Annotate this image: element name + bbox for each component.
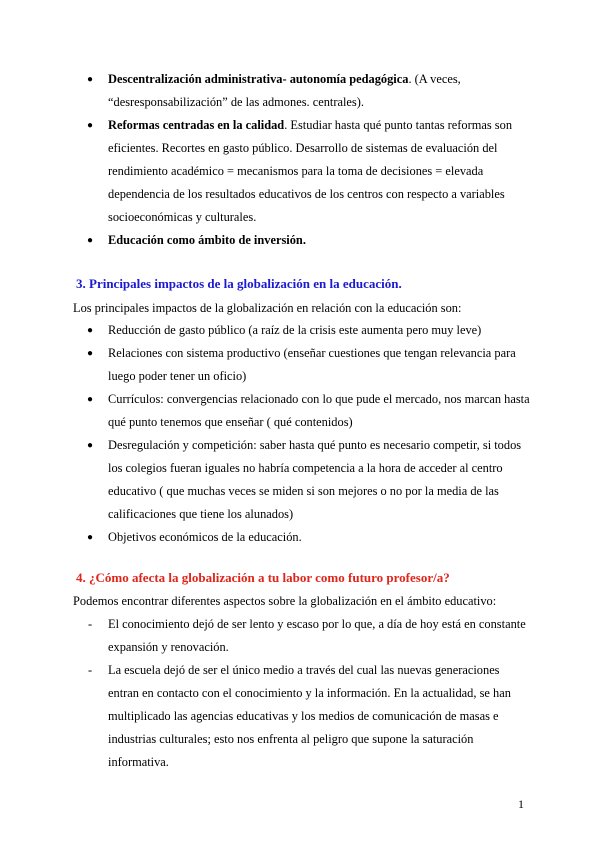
bullet-icon: ● [86,74,94,85]
list-item-text: La escuela dejó de ser el único medio a través del cual las nuevas generaciones entran en contacto con el conocimiento y la información. En la actualidad, se han multiplicado las agencias educativas y los medios de comunicación de masas e industrias culturales; esto nos enfrenta al peligro que supone la saturación informativa. [108,663,511,769]
list-item-bold: Reformas centradas en la calidad [108,118,285,132]
bullet-icon: ● [86,440,94,451]
bullet-icon: ● [86,394,94,405]
section-4-intro: Podemos encontrar diferentes aspectos sobre la globalización en el ámbito educativo: [73,594,497,608]
list-item-text: Desregulación y competición: saber hasta qué punto es necesario competir, si todos los colegios fueran iguales no habría competencia a la hora de acceder al centro educativo ( que muchas veces se miden si son mejores o no por la media de las calificaciones que tiene los alunados) [108,438,522,521]
list-item-text: El conocimiento dejó de ser lento y escaso por lo que, a día de hoy está en constante expansión y renovación. [108,617,526,654]
section-4-list [0,613,600,774]
list-item-text: Objetivos económicos de la educación. [108,530,302,544]
bullet-icon: ● [86,325,94,336]
list-item [0,319,600,342]
list-item-text: Reducción de gasto público (a raíz de la crisis este aumenta pero muy leve) [108,323,482,337]
list-item [0,526,600,549]
list-item-bold: Descentralización administrativa- autonomía pedagógica [108,72,409,86]
list-item [0,613,600,659]
section-3-intro: Los principales impactos de la globalización en relación con la educación son: [73,301,462,315]
page-number: 1 [518,797,524,811]
list-item [0,659,600,774]
bullet-icon: ● [86,120,94,131]
list-item-text: Currículos: convergencias relacionado con lo que pude el mercado, nos marcan hasta qué punto tenemos que enseñar ( qué contenidos) [108,392,530,429]
dash-icon: - [88,617,93,631]
list-item [0,229,600,252]
list-item [0,114,600,229]
list-item [0,388,600,434]
bullet-icon: ● [86,235,94,246]
section-3-heading: 3. Principales impactos de la globalización en la educación. [76,276,402,291]
list-item-text: . Estudiar hasta qué punto tantas reformas son eficientes. Recortes en gasto público. Desarrollo de sistemas de evaluación del rendimiento académico = mecanismos para la toma de decisiones = elevada dependencia de los resultados educativos de los centros con respecto a variables socioeconómicas y culturales. [108,118,513,224]
list-item [0,342,600,388]
section-4-heading: 4. ¿Cómo afecta la globalización a tu labor como futuro profesor/a? [76,570,450,585]
list-item-text: . (A veces, “desresponsabilización” de las admones. centrales). [108,72,461,109]
top-bullet-list [0,68,600,252]
bullet-icon: ● [86,532,94,543]
list-item-bold: Educación como ámbito de inversión. [108,233,306,247]
list-item-text: Relaciones con sistema productivo (enseñar cuestiones que tengan relevancia para luego poder tener un oficio) [108,346,516,383]
list-item [0,434,600,526]
bullet-icon: ● [86,348,94,359]
section-3-list [0,319,600,549]
dash-icon: - [88,663,93,677]
list-item [0,68,600,114]
